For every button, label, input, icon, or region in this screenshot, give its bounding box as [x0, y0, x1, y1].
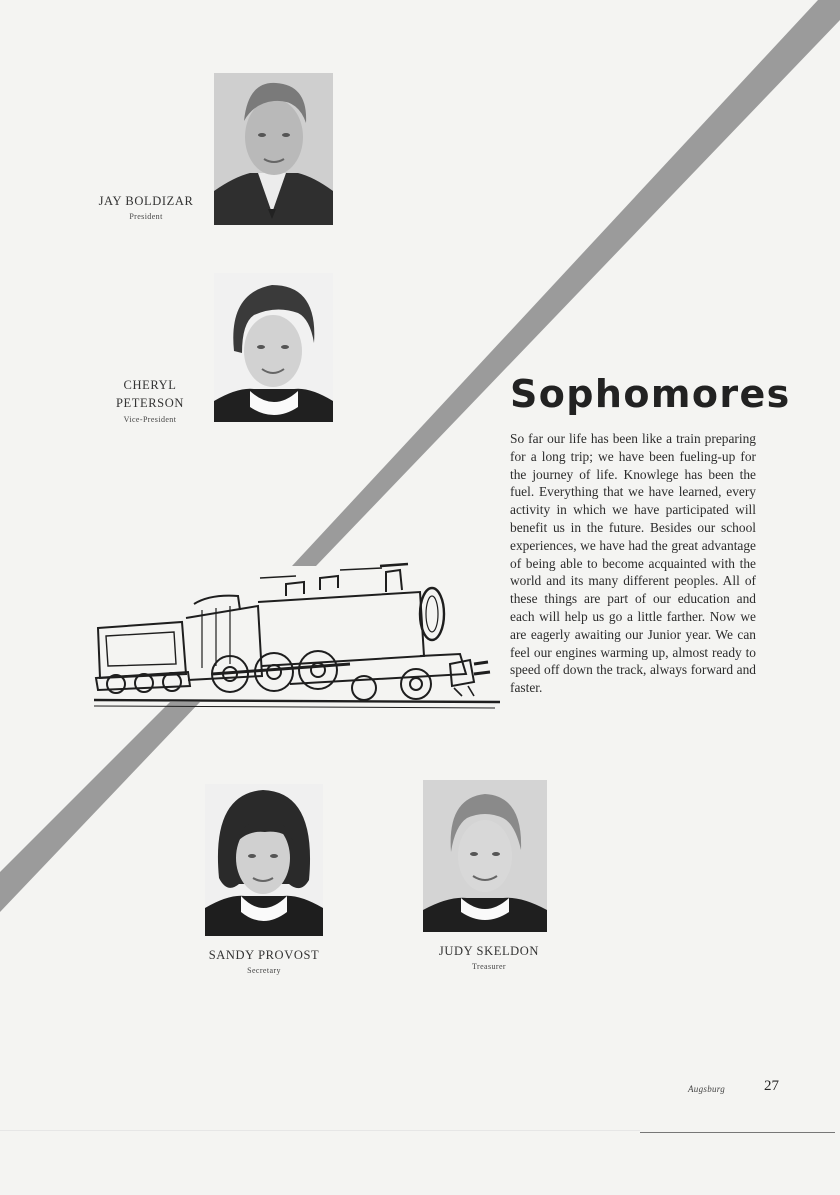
- page-edge-rule: [0, 1130, 640, 1131]
- officer-name-line1: CHERYL: [123, 378, 177, 392]
- portrait-jay-boldizar: [214, 73, 333, 225]
- officer-name-line2: PETERSON: [115, 396, 184, 411]
- body-paragraph: So far our life has been like a train preparing for a long trip; we have been fueling-up for the journey of life. Knowlege has been the fuel. Everything that we have learned, every activity in which we have participated will benefit us in the future. Besides our school experiences, we have had the great advantage of being able to become acquainted with the world and its many different peoples. All of these things are part of our education and each will help us go a little farther. Now we are eagerly awaiting our Junior year. We can feel our engines warming up, almost ready to speed off down the track, always forward and faster.: [510, 431, 756, 696]
- locomotive-illustration: [90, 556, 502, 712]
- publication-name: Augsburg: [688, 1084, 726, 1094]
- portrait-judy-skeldon: [423, 780, 547, 932]
- officer-name: JUDY SKELDON: [438, 944, 540, 958]
- officer-title: Treasurer: [472, 962, 506, 972]
- officer-title: Secretary: [247, 966, 281, 976]
- portrait-sandy-provost: [205, 784, 323, 936]
- caption-jay-boldizar: [92, 192, 200, 222]
- portrait-cheryl-peterson: [214, 273, 333, 422]
- footer-rule: [640, 1132, 835, 1133]
- page-title: Sophomores: [510, 372, 791, 416]
- officer-title: Vice-President: [123, 414, 177, 424]
- caption-judy-skeldon: [420, 942, 558, 972]
- caption-sandy-provost: [195, 946, 333, 976]
- stripe-lower: [0, 702, 200, 912]
- caption-cheryl-peterson: [110, 376, 190, 424]
- officer-title: President: [129, 212, 163, 222]
- officer-name: JAY BOLDIZAR: [98, 194, 194, 208]
- page-number: 27: [764, 1078, 779, 1094]
- officer-name: SANDY PROVOST: [208, 948, 320, 962]
